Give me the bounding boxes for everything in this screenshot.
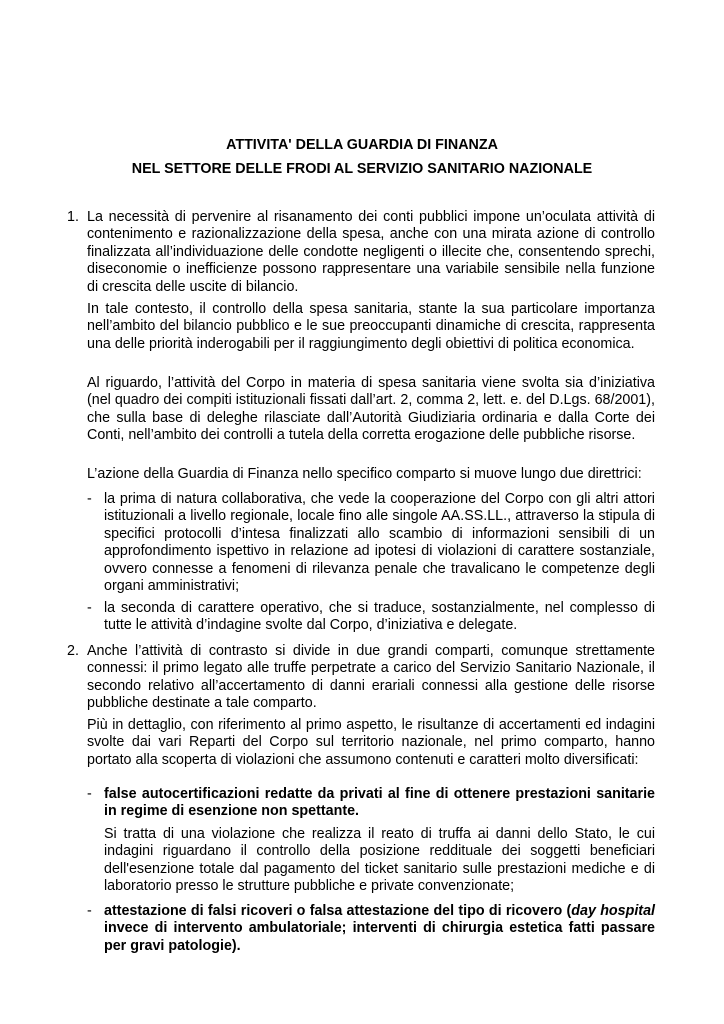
list-number-2: 2.	[67, 643, 79, 659]
bullet-dash: -	[87, 786, 92, 802]
bullet-dash: -	[87, 903, 92, 919]
list-number-1: 1.	[67, 209, 79, 225]
bullet-2-2-part1: attestazione di falsi ricoveri o falsa attestazione del tipo di ricovero (	[104, 903, 572, 919]
paragraph-1-3: Al riguardo, l’attività del Corpo in materia di spesa sanitaria viene svolta sia d’iniziativa (nel quadro dei compiti istituzionali fissati dall’art. 2, comma 2, lett. e. del D.Lgs. 68/2001), che sulla base di deleghe rilasciate dall’Autorità Giudiziaria ordinaria e dalla Corte dei Conti, nell’ambito dei controlli a tutela della corretta erogazione delle pubbliche risorse.	[87, 375, 655, 444]
bullet-1-2: la seconda di carattere operativo, che si traduce, sostanzialmente, nel complesso di tutte le attività d’indagine svolte dal Corpo, d’iniziativa e delegate.	[104, 600, 655, 634]
paragraph-1-1: La necessità di pervenire al risanamento dei conti pubblici impone un’oculata attività di contenimento e razionalizzazione della spesa, anche con una mirata azione di controllo finalizzata all’individuazione delle condotte negligenti o illecite che, consentendo sprechi, diseconomie o inefficienze possono rappresentare una variabile sensibile nella funzione di crescita delle uscite di bilancio.	[87, 209, 655, 295]
bullet-dash: -	[87, 491, 92, 507]
paragraph-1-4: L’azione della Guardia di Finanza nello specifico comparto si muove lungo due direttrici:	[87, 466, 642, 482]
paragraph-2-1: Anche l’attività di contrasto si divide in due grandi comparti, comunque strettamente connessi: il primo legato alle truffe perpetrate a carico del Servizio Sanitario Nazionale, il secondo relativo all’accertamento di danni erariali connessi alla gestione delle risorse pubbliche destinate a tale comparto.	[87, 643, 655, 712]
bullet-2-2-italic: day hospital	[571, 903, 655, 919]
bullet-dash: -	[87, 600, 92, 616]
bullet-2-2	[104, 903, 655, 955]
document-title-line2: NEL SETTORE DELLE FRODI AL SERVIZIO SANITARIO NAZIONALE	[131, 161, 593, 177]
bullet-2-2-part2: invece di intervento ambulatoriale; interventi di chirurgia estetica fatti passare per gravi patologie).	[104, 920, 655, 954]
document-title-line1: ATTIVITA' DELLA GUARDIA DI FINANZA	[226, 137, 498, 153]
bullet-2-1-text: Si tratta di una violazione che realizza il reato di truffa ai danni dello Stato, le cui indagini riguardano il controllo della posizione reddituale dei soggetti beneficiari dell'esenzione totale dal pagamento del ticket sanitario sulle prestazioni mediche e di laboratorio presso le strutture pubbliche e private convenzionate;	[104, 826, 655, 895]
paragraph-1-2: In tale contesto, il controllo della spesa sanitaria, stante la sua particolare importanza nell’ambito del bilancio pubblico e le sue preoccupanti dinamiche di crescita, rappresenta una delle priorità inderogabili per il raggiungimento degli obiettivi di politica economica.	[87, 301, 655, 352]
paragraph-2-2: Più in dettaglio, con riferimento al primo aspetto, le risultanze di accertamenti ed indagini svolte dai vari Reparti del Corpo sul territorio nazionale, nel primo comparto, hanno portato alla scoperta di violazioni che assumono contenuti e caratteri molto diversificati:	[87, 717, 655, 768]
bullet-1-1: la prima di natura collaborativa, che vede la cooperazione del Corpo con gli altri attori istituzionali a livello regionale, locale fino alle singole AA.SS.LL., attraverso la stipula di specifici protocolli d’intesa finalizzati allo scambio di informazioni sensibili di un approfondimento ispettivo in relazione ad ipotesi di violazioni di carattere sostanziale, ovvero connesse a fenomeni di rilevanza penale che travalicano le competenze degli organi amministrativi;	[104, 491, 655, 595]
bullet-2-1-heading: false autocertificazioni redatte da privati al fine di ottenere prestazioni sanitarie in regime di esenzione non spettante.	[104, 786, 655, 820]
